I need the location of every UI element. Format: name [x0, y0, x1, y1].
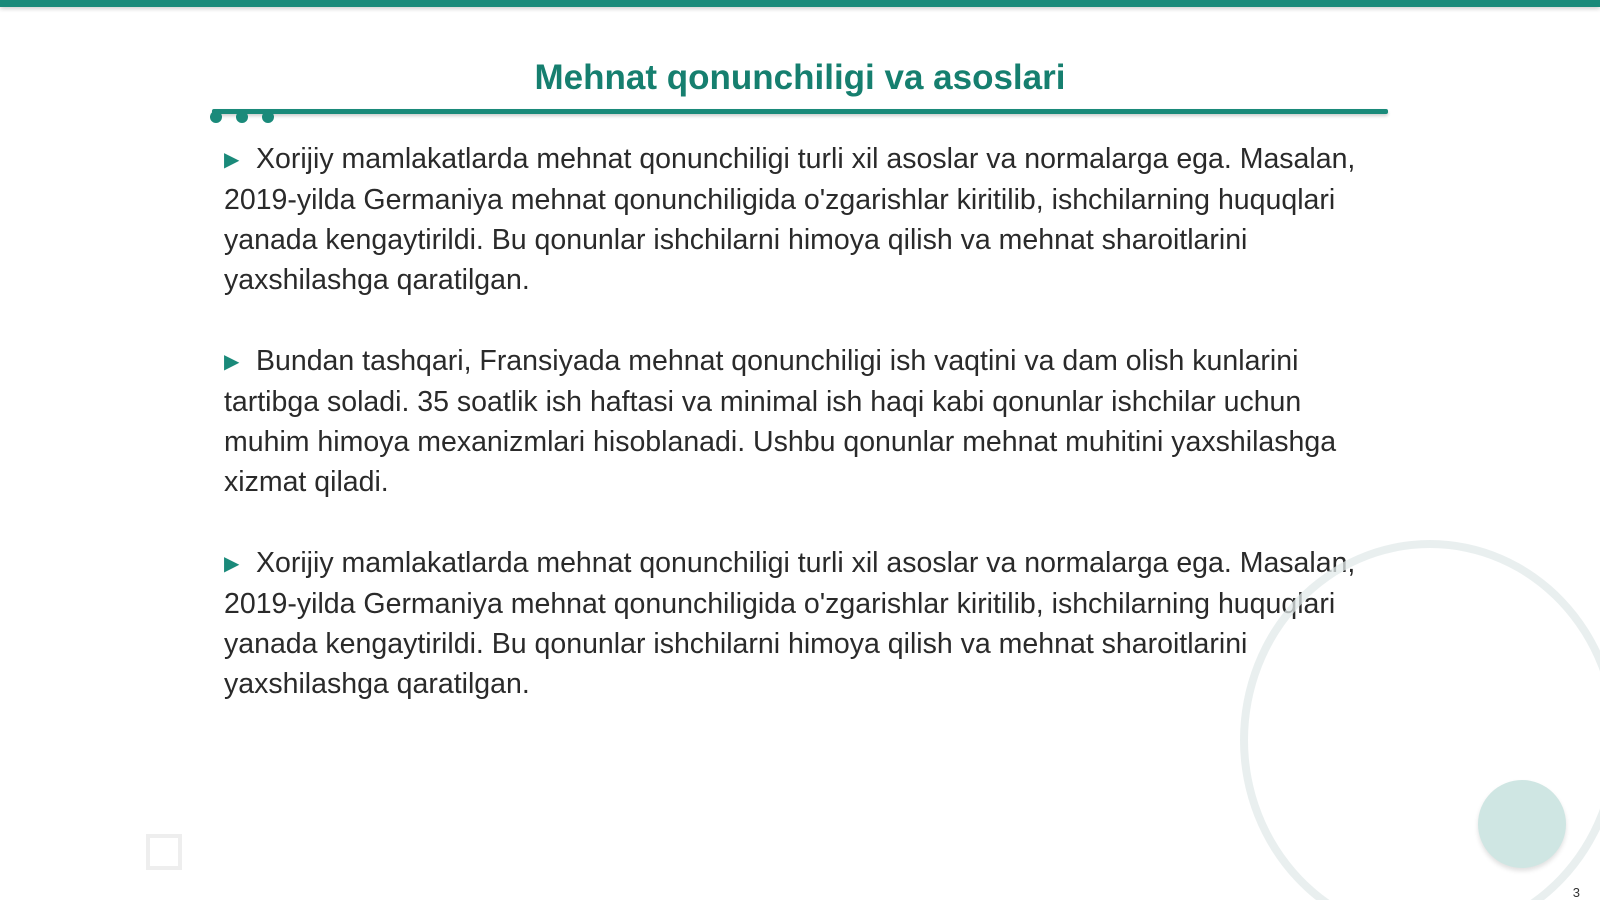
rule-dot-icon [262, 111, 274, 123]
slide-title: Mehnat qonunchiligi va asoslari [534, 58, 1066, 97]
decorative-square [146, 834, 182, 870]
paragraph-text: Bundan tashqari, Fransiyada mehnat qonunchiligi ish vaqtini va dam olish kunlarini tartibga soladi. 35 soatlik ish haftasi va minimal ish haqi kabi qonunlar ishchilar uchun muhim himoya mexanizmlari hisoblanadi. Ushbu qonunlar mehnat muhitini yaxshilashga xizmat qiladi. [224, 345, 1337, 498]
rule-dot-icon [236, 111, 248, 123]
bullet-paragraph [224, 139, 1384, 300]
bullet-paragraph [224, 543, 1384, 704]
slide-body [224, 139, 1384, 745]
decorative-circle [1478, 780, 1566, 868]
paragraph-text: Xorijiy mamlakatlarda mehnat qonunchiligi turli xil asoslar va normalarga ega. Masalan, 2019-yilda Germaniya mehnat qonunchiligida o'zgarishlar kiritilib, ishchilarning huquqlari yanada kengaytirildi. Bu qonunlar ishchilarni himoya qilish va mehnat sharoitlarini yaxshilashga qaratilgan. [224, 547, 1356, 700]
title-underline [212, 109, 1388, 114]
bullet-paragraph [224, 341, 1384, 502]
paragraph-text: Xorijiy mamlakatlarda mehnat qonunchiligi turli xil asoslar va normalarga ega. Masalan, 2019-yilda Germaniya mehnat qonunchiligida o'zgarishlar kiritilib, ishchilarning huquqlari yanada kengaytirildi. Bu qonunlar ishchilarni himoya qilish va mehnat sharoitlarini yaxshilashga qaratilgan. [224, 143, 1356, 296]
triangle-right-icon: ▶ [224, 553, 240, 575]
top-accent-bar [0, 0, 1600, 7]
page-number: 3 [1572, 885, 1580, 900]
triangle-right-icon: ▶ [224, 149, 240, 171]
triangle-right-icon: ▶ [224, 351, 240, 373]
rule-dot-icon [210, 111, 222, 123]
